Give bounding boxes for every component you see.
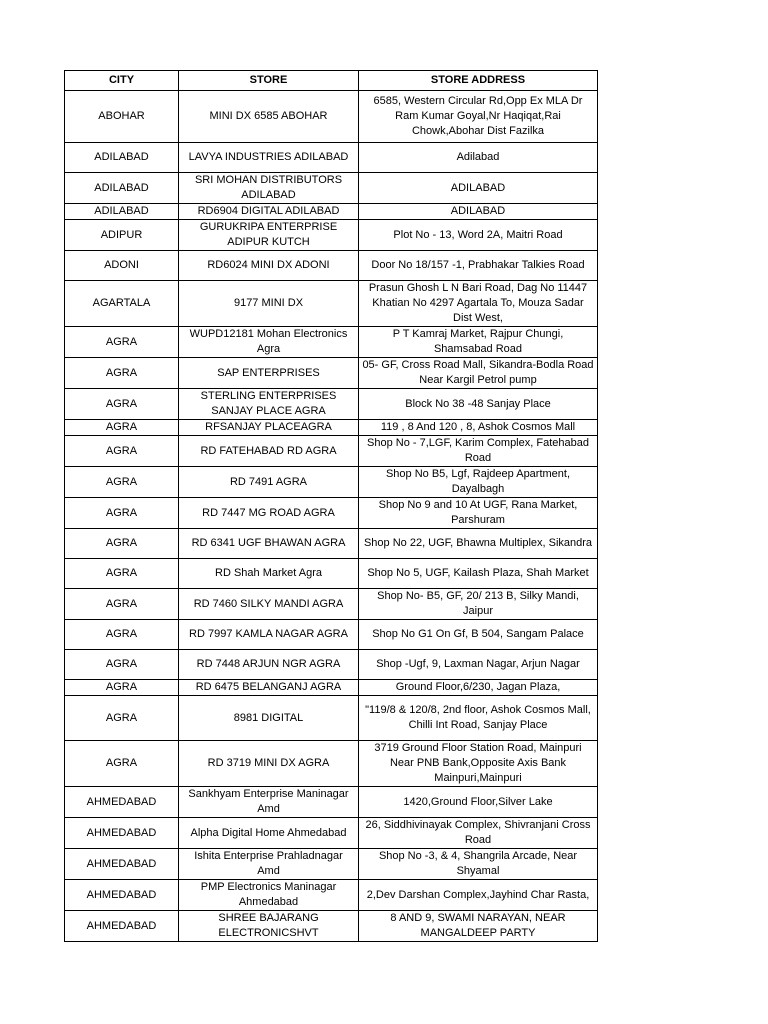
cell-store: RD 7448 ARJUN NGR AGRA [179, 650, 359, 680]
cell-store: PMP Electronics Maninagar Ahmedabad [179, 880, 359, 911]
cell-store: RD Shah Market Agra [179, 559, 359, 589]
cell-city: AHMEDABAD [65, 849, 179, 880]
table-row [65, 696, 598, 741]
cell-store: RD6904 DIGITAL ADILABAD [179, 204, 359, 220]
header-row [65, 71, 598, 91]
cell-address: 3719 Ground Floor Station Road, Mainpuri Near PNB Bank,Opposite Axis Bank Mainpuri,Mainpuri [359, 741, 598, 787]
cell-address: 26, Siddhivinayak Complex, Shivranjani Cross Road [359, 818, 598, 849]
header-city: CITY [65, 71, 179, 91]
cell-city: AGRA [65, 529, 179, 559]
cell-address: Shop No -3, & 4, Shangrila Arcade, Near Shyamal [359, 849, 598, 880]
table-row [65, 327, 598, 358]
cell-store: LAVYA INDUSTRIES ADILABAD [179, 143, 359, 173]
cell-address: 2,Dev Darshan Complex,Jayhind Char Rasta, [359, 880, 598, 911]
table-body [65, 91, 598, 942]
cell-address: Adilabad [359, 143, 598, 173]
cell-city: AGRA [65, 620, 179, 650]
cell-city: ABOHAR [65, 91, 179, 143]
header-store: STORE [179, 71, 359, 91]
cell-city: ADILABAD [65, 143, 179, 173]
table-row [65, 529, 598, 559]
cell-store: RD 6341 UGF BHAWAN AGRA [179, 529, 359, 559]
cell-store: RD 7460 SILKY MANDI AGRA [179, 589, 359, 620]
cell-store: 9177 MINI DX [179, 281, 359, 327]
cell-city: AGRA [65, 559, 179, 589]
table-row [65, 358, 598, 389]
cell-address: Door No 18/157 -1, Prabhakar Talkies Road [359, 251, 598, 281]
cell-store: 8981 DIGITAL [179, 696, 359, 741]
cell-address: P T Kamraj Market, Rajpur Chungi, Shamsabad Road [359, 327, 598, 358]
cell-city: AHMEDABAD [65, 787, 179, 818]
cell-city: AGRA [65, 420, 179, 436]
cell-store: RD 6475 BELANGANJ AGRA [179, 680, 359, 696]
store-table [64, 70, 598, 942]
cell-store: MINI DX 6585 ABOHAR [179, 91, 359, 143]
cell-address: 1420,Ground Floor,Silver Lake [359, 787, 598, 818]
cell-store: RD 3719 MINI DX AGRA [179, 741, 359, 787]
cell-address: Shop No 5, UGF, Kailash Plaza, Shah Market [359, 559, 598, 589]
table-row [65, 467, 598, 498]
table-row [65, 389, 598, 420]
cell-address: Shop No 22, UGF, Bhawna Multiplex, Sikandra [359, 529, 598, 559]
cell-city: ADIPUR [65, 220, 179, 251]
cell-store: RD FATEHABAD RD AGRA [179, 436, 359, 467]
cell-city: AGRA [65, 436, 179, 467]
table-row [65, 420, 598, 436]
cell-store: SHREE BAJARANG ELECTRONICSHVT [179, 911, 359, 942]
cell-city: ADONI [65, 251, 179, 281]
cell-store: RD 7491 AGRA [179, 467, 359, 498]
cell-address: 119 , 8 And 120 , 8, Ashok Cosmos Mall [359, 420, 598, 436]
cell-address: Shop No 9 and 10 At UGF, Rana Market, Parshuram [359, 498, 598, 529]
table-row [65, 251, 598, 281]
cell-city: AGRA [65, 358, 179, 389]
table-row [65, 204, 598, 220]
table-row [65, 559, 598, 589]
header-store-address: STORE ADDRESS [359, 71, 598, 91]
cell-store: Sankhyam Enterprise Maninagar Amd [179, 787, 359, 818]
cell-address: 05- GF, Cross Road Mall, Sikandra-Bodla Road Near Kargil Petrol pump [359, 358, 598, 389]
cell-store: SRI MOHAN DISTRIBUTORS ADILABAD [179, 173, 359, 204]
cell-store: Ishita Enterprise Prahladnagar Amd [179, 849, 359, 880]
table-row [65, 173, 598, 204]
table-row [65, 880, 598, 911]
table-row [65, 498, 598, 529]
cell-city: AGRA [65, 589, 179, 620]
table-row [65, 281, 598, 327]
cell-address: Ground Floor,6/230, Jagan Plaza, [359, 680, 598, 696]
cell-store: GURUKRIPA ENTERPRISE ADIPUR KUTCH [179, 220, 359, 251]
table-row [65, 620, 598, 650]
cell-address: Plot No - 13, Word 2A, Maitri Road [359, 220, 598, 251]
cell-address: 8 AND 9, SWAMI NARAYAN, NEAR MANGALDEEP PARTY [359, 911, 598, 942]
table-row [65, 818, 598, 849]
cell-city: ADILABAD [65, 204, 179, 220]
cell-city: AGRA [65, 327, 179, 358]
table-row [65, 436, 598, 467]
cell-city: AGRA [65, 741, 179, 787]
cell-address: ADILABAD [359, 173, 598, 204]
cell-city: AGRA [65, 467, 179, 498]
cell-store: SAP ENTERPRISES [179, 358, 359, 389]
cell-city: AGRA [65, 696, 179, 741]
table-row [65, 220, 598, 251]
cell-city: AGRA [65, 389, 179, 420]
cell-city: AGRA [65, 498, 179, 529]
cell-address: ADILABAD [359, 204, 598, 220]
cell-store: RD 7447 MG ROAD AGRA [179, 498, 359, 529]
cell-address: Block No 38 -48 Sanjay Place [359, 389, 598, 420]
cell-address: Prasun Ghosh L N Bari Road, Dag No 11447 Khatian No 4297 Agartala To, Mouza Sadar Dist West, [359, 281, 598, 327]
cell-address: Shop -Ugf, 9, Laxman Nagar, Arjun Nagar [359, 650, 598, 680]
cell-address: Shop No B5, Lgf, Rajdeep Apartment, Dayalbagh [359, 467, 598, 498]
cell-city: AGARTALA [65, 281, 179, 327]
cell-city: AHMEDABAD [65, 880, 179, 911]
cell-store: WUPD12181 Mohan Electronics Agra [179, 327, 359, 358]
table-row [65, 91, 598, 143]
cell-store: Alpha Digital Home Ahmedabad [179, 818, 359, 849]
table-row [65, 911, 598, 942]
table-row [65, 650, 598, 680]
table-row [65, 741, 598, 787]
table-row [65, 589, 598, 620]
table-row [65, 680, 598, 696]
cell-store: RD 7997 KAMLA NAGAR AGRA [179, 620, 359, 650]
cell-store: RFSANJAY PLACEAGRA [179, 420, 359, 436]
cell-address: Shop No- B5, GF, 20/ 213 B, Silky Mandi, Jaipur [359, 589, 598, 620]
table-row [65, 787, 598, 818]
cell-address: Shop No - 7,LGF, Karim Complex, Fatehabad Road [359, 436, 598, 467]
cell-city: AGRA [65, 680, 179, 696]
cell-address: "119/8 & 120/8, 2nd floor, Ashok Cosmos Mall, Chilli Int Road, Sanjay Place [359, 696, 598, 741]
cell-store: STERLING ENTERPRISES SANJAY PLACE AGRA [179, 389, 359, 420]
cell-city: AHMEDABAD [65, 911, 179, 942]
cell-city: AHMEDABAD [65, 818, 179, 849]
cell-city: AGRA [65, 650, 179, 680]
cell-address: Shop No G1 On Gf, B 504, Sangam Palace [359, 620, 598, 650]
cell-city: ADILABAD [65, 173, 179, 204]
table-row [65, 849, 598, 880]
cell-store: RD6024 MINI DX ADONI [179, 251, 359, 281]
cell-address: 6585, Western Circular Rd,Opp Ex MLA Dr Ram Kumar Goyal,Nr Haqiqat,Rai Chowk,Abohar Dist Fazilka [359, 91, 598, 143]
table-row [65, 143, 598, 173]
